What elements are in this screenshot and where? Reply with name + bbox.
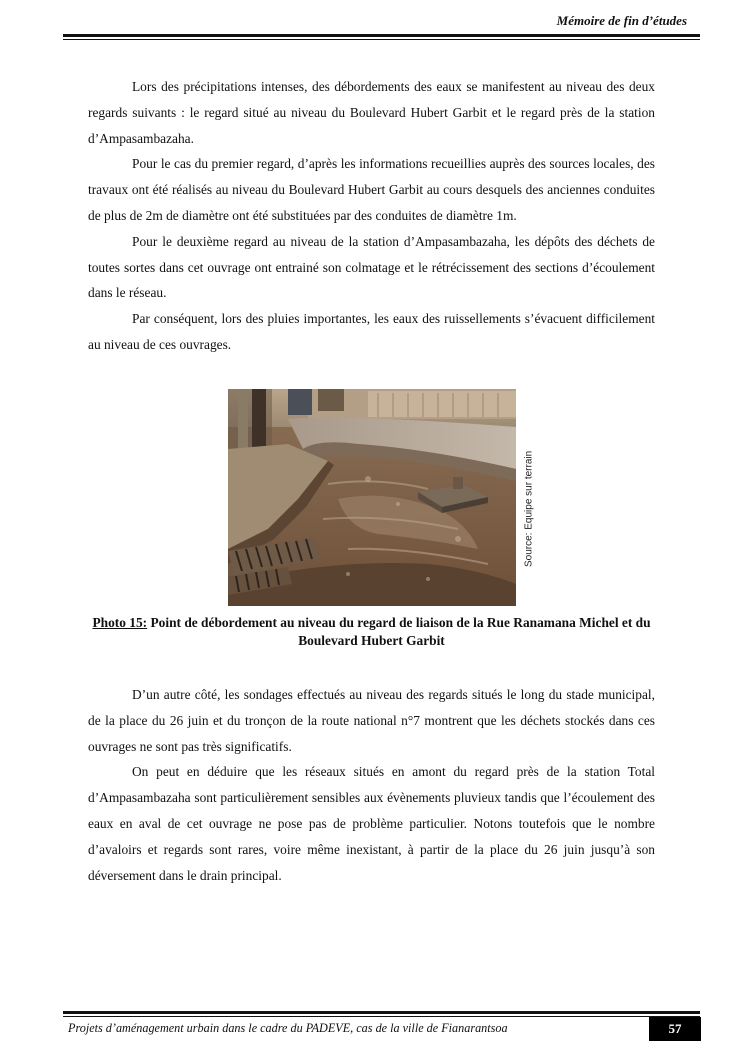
paragraph: Pour le cas du premier regard, d’après les informations recueillies auprès des sources locales, des travaux ont été réalisés au niveau du Boulevard Hubert Garbit au cours desquels des anciennes conduites de plus de 2m de diamètre ont été substituées par des conduites de diamètre 1m. bbox=[88, 156, 655, 223]
photo-caption bbox=[88, 614, 655, 650]
body-text-bottom bbox=[88, 682, 655, 888]
running-footer-text: Projets d’aménagement urbain dans le cadre du PADEVE, cas de la ville de Fianarantsoa bbox=[68, 1021, 508, 1035]
photo-caption-label: Photo 15: bbox=[92, 615, 148, 630]
photo-caption-text: Point de débordement au niveau du regard de liaison de la Rue Ranamana Michel et du Boulevard Hubert Garbit bbox=[147, 615, 651, 648]
paragraph: Par conséquent, lors des pluies importantes, les eaux des ruissellements s’évacuent difficilement au niveau de ces ouvrages. bbox=[88, 311, 655, 352]
running-header-title: Mémoire de fin d’études bbox=[556, 13, 687, 28]
paragraph: D’un autre côté, les sondages effectués au niveau des regards situés le long du stade municipal, de la place du 26 juin et du tronçon de la route national n°7 montrent que les déchets stockés dans ces ouvrages ne sont pas très significatifs. bbox=[88, 687, 655, 754]
footer-rule bbox=[63, 1011, 700, 1014]
paragraph: Pour le deuxième regard au niveau de la station d’Ampasambazaha, les dépôts des déchets de toutes sortes dans cet ouvrage ont entrainé son colmatage et le rétrécissement des sections d’écoulement dans le réseau. bbox=[88, 233, 655, 301]
page-number: 57 bbox=[649, 1017, 701, 1041]
body-text-top bbox=[88, 74, 655, 358]
header-rule-thin bbox=[63, 39, 700, 40]
photo-source-credit: Source: Equipe sur terrain bbox=[523, 450, 535, 567]
footer-rule-thin bbox=[63, 1016, 700, 1017]
paragraph: On peut en déduire que les réseaux situés en amont du regard près de la station Total d’Ampasambazaha sont particulièrement sensibles aux évènements pluvieux tandis que l’écoulement des eaux en aval de cet ouvrage ne pose pas de problème particulier. Notons toutefois que le nombre d’avaloirs et regards sont rares, voire même inexistant, à partir de la place du 26 juin jusqu’à son déversement dans le drain principal. bbox=[88, 764, 655, 883]
header-rule bbox=[63, 34, 700, 37]
street-photo bbox=[228, 389, 516, 606]
paragraph: Lors des précipitations intenses, des débordements des eaux se manifestent au niveau des deux regards suivants : le regard situé au niveau du Boulevard Hubert Garbit et le regard près de la station d’Ampasambazaha. bbox=[88, 79, 655, 146]
